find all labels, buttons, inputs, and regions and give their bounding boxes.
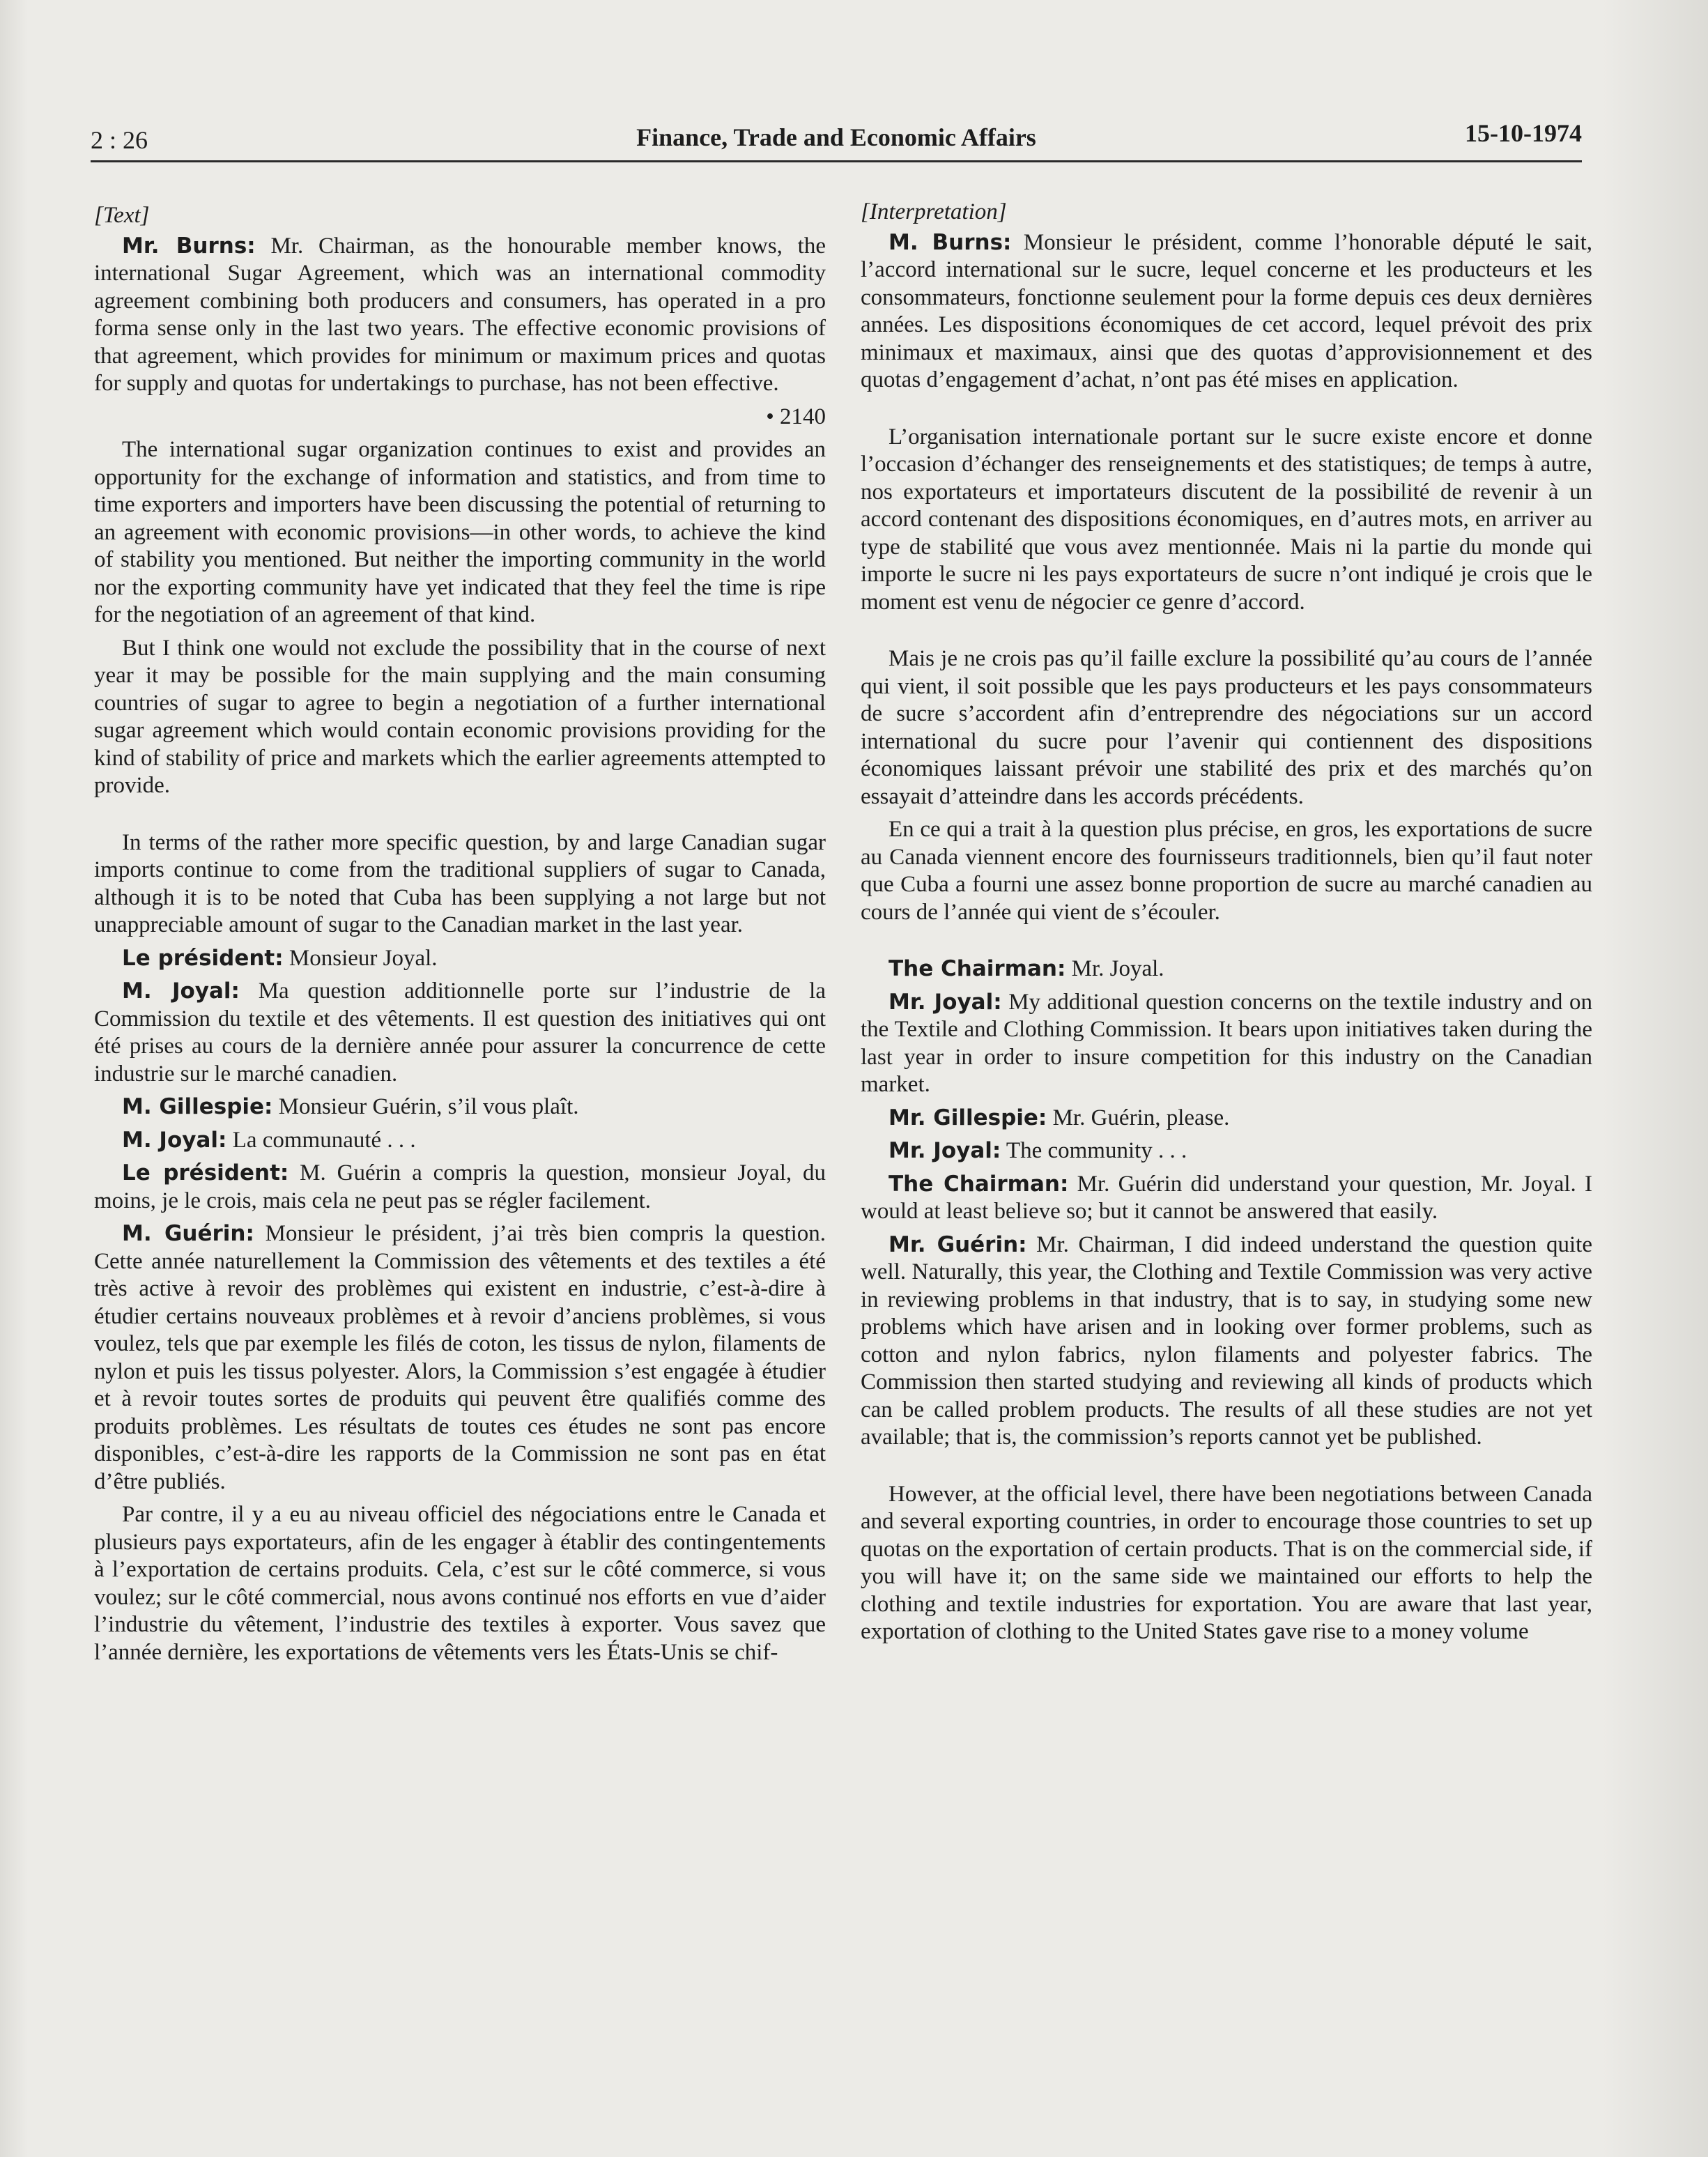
paragraph: Mais je ne crois pas qu’il faille exclure la possibilité qu’au cours de l’année qui vient, il soit possible que les pays producteurs et les pays consommateurs de sucre s’accordent afin d’entreprendre des négociations sur un accord international du sucre pour l’avenir qui contiennent des dispositions économiques laissant prévoir une stabilité des prix et des marchés qu’on essayait d’atteindre dans les accords précédents. — [861, 646, 1592, 809]
paragraph — [94, 1160, 826, 1215]
paragraph — [94, 945, 826, 973]
speech-text: Monsieur le président, j’ai très bien compris la question. Cette année naturellement la Commission des vêtements et des textiles a été très active à revoir des problèmes qui existent en industrie, c’est-à-dire à étudier certains nouveaux problèmes et à revoir d’anciens problèmes, si vous voulez, tels que par exemple les filés de coton, les tissus de nylon, filaments de nylon et puis les tissus polyester. Alors, la Commission s’est engagée à étudier et à revoir toutes sortes de produits qui peuvent être qualifiés comme des produits problèmes. Les résultats de toutes ces études ne sont pas encore disponibles, c’est-à-dire les rapports de la Commission ne sont pas en état d’être publiés. — [94, 1221, 826, 1494]
page-header — [91, 112, 1582, 162]
speech-text: The community . . . — [1001, 1138, 1187, 1163]
paragraph — [861, 989, 1592, 1099]
left-column-english-text — [94, 202, 826, 1672]
speaker-name: M. Gillespie: — [122, 1094, 273, 1119]
paragraph: En ce qui a trait à la question plus précise, en gros, les exportations de sucre au Canada viennent encore des fournisseurs traditionnels, bien qu’il faut noter que Cuba a fourni une assez bonne proportion de sucre au marché canadien au cours de l’année qui vient de s’écouler. — [861, 817, 1592, 925]
paragraph: L’organisation internationale portant sur le sucre existe encore et donne l’occasion d’échanger des renseignements et des statistiques; de temps à autre, nos exportateurs et importateurs discutent de la possibilité de revenir à un accord contenant des dispositions économiques, en d’autres mots, en arriver au type de stabilité que vous avez mentionnée. Mais ni la partie du monde qui importe le sucre ni les pays exportateurs de sucre n’ont indiqué je crois que le moment est venu de négocier ce genre d’accord. — [861, 424, 1592, 615]
section-label: [Text] — [94, 203, 150, 228]
paragraph — [94, 1093, 826, 1121]
speech-text: Monsieur Joyal. — [283, 945, 438, 971]
speech-text: La communauté . . . — [226, 1127, 416, 1153]
speaker-name: Le président: — [122, 945, 284, 971]
time-marker: • 2140 — [766, 404, 826, 429]
paragraph — [94, 233, 826, 398]
paragraph: In terms of the rather more specific question, by and large Canadian sugar imports continue to come from the traditional suppliers of sugar to Canada, although it is to be noted that Cuba has been supplying a not large but not unappreciable amount of sugar to the Canadian market in the last year. — [94, 829, 826, 937]
paragraph — [861, 955, 1592, 983]
speech-text: Mr. Guérin did understand your question, Mr. Joyal. I would at least believe so; but it cannot be answered that easily. — [861, 1171, 1592, 1224]
speech-text: Mr. Joyal. — [1065, 956, 1164, 981]
paragraph — [94, 1220, 826, 1496]
speaker-name: Le président: — [122, 1160, 289, 1185]
paragraph: Par contre, il y a eu au niveau officiel des négociations entre le Canada et plusieurs pays exportateurs, afin de les engager à établir des contingentements à l’exportation de certains produits. Cela, c’est sur le côté commerce, si vous voulez; sur le côté commercial, nous avons continué nos efforts en vue d’aider l’industrie du vêtement, l’industrie des textiles à exporter. Vous savez que l’année dernière, les exportations de vêtements vers les États-Unis se chif- — [94, 1502, 826, 1665]
speech-text: Mr. Chairman, as the honourable member knows, the international Sugar Agreement, which was an international commodity agreement combining both producers and consumers, has operated in a pro forma sense only in the last two years. The effective economic provisions of that agreement, which provides for minimum or maximum prices and quotas for supply and quotas for undertakings to purchase, has not been effective. — [94, 233, 826, 396]
paragraph — [861, 1171, 1592, 1226]
paragraph — [861, 1105, 1592, 1133]
paragraph: But I think one would not exclude the possibility that in the course of next year it may be possible for the main supplying and the main consuming countries of sugar to agree to begin a negotiation of a further international sugar agreement which would contain economic provisions providing for the kind of stability of price and markets which the earlier agreements attempted to provide. — [94, 635, 826, 798]
paragraph — [861, 229, 1592, 394]
speaker-name: Mr. Guérin: — [888, 1231, 1027, 1257]
speech-text: Monsieur Guérin, s’il vous plaît. — [272, 1094, 579, 1119]
speech-text: My additional question concerns on the textile industry and on the Textile and Clothing Commission. It bears upon initiatives taken during the last year in order to insure competition for this industry on the Canadian market. — [861, 989, 1592, 1097]
section-label: [Interpretation] — [861, 199, 1007, 224]
speaker-name: The Chairman: — [888, 956, 1066, 981]
speech-text: Monsieur le président, comme l’honorable député le sait, l’accord international sur le sucre, lequel concerne et les producteurs et les consommateurs, fonctionne seulement pour la forme depuis ces deux dernières années. Les dispositions économiques de cet accord, lequel prévoit des prix minimaux et maximaux, ainsi que des quotas d’approvisionnement et des quotas d’engagement d’achat, n’ont pas été mises en application. — [861, 229, 1592, 392]
speaker-name: Mr. Gillespie: — [888, 1105, 1047, 1130]
speaker-name: Mr. Joyal: — [888, 1138, 1001, 1163]
speech-text: M. Guérin a compris la question, monsieur Joyal, du moins, je le crois, mais cela ne peut pas se régler facilement. — [94, 1160, 826, 1213]
speaker-name: M. Burns: — [888, 229, 1012, 255]
speaker-name: M. Joyal: — [122, 978, 240, 1004]
page-number: 2 : 26 — [91, 126, 148, 154]
paragraph: However, at the official level, there have been negotiations between Canada and several exporting countries, in order to encourage those countries to set up quotas on the exportation of certain products. That is on the commercial side, if you will have it; on the same side we maintained our efforts to help the clothing and textile industries for exportation. You are aware that last year, exportation of clothing to the United States gave rise to a money volume — [861, 1481, 1592, 1644]
speech-text: Ma question additionnelle porte sur l’industrie de la Commission du textile et des vêtements. Il est question des initiatives qui ont été prises au cours de la dernière année pour assurer la concurrence de cette industrie sur le marché canadien. — [94, 978, 826, 1087]
speaker-name: Mr. Joyal: — [888, 989, 1002, 1015]
paragraph — [861, 1231, 1592, 1452]
speaker-name: M. Guérin: — [122, 1221, 254, 1246]
page-title: Finance, Trade and Economic Affairs — [636, 123, 1036, 151]
right-column-interpretation — [861, 199, 1592, 1652]
speech-text: Mr. Guérin, please. — [1047, 1105, 1230, 1130]
page-date: 15-10-1974 — [1465, 119, 1582, 147]
paragraph: The international sugar organization continues to exist and provides an opportunity for the exchange of information and statistics, and from time to time exporters and importers have been discussing the potential of returning to an agreement with economic provisions—in other words, to achieve the kind of stability you mentioned. But neither the importing community in the world nor the exporting community have yet indicated that they feel the time is ripe for the negotiation of an agreement of that kind. — [94, 437, 826, 627]
speaker-name: The Chairman: — [888, 1171, 1069, 1197]
paragraph — [94, 1127, 826, 1155]
speech-text: Mr. Chairman, I did indeed understand the question quite well. Naturally, this year, the Clothing and Textile Commission was very active in reviewing problems in that industry, that is to say, in studying some new problems which have arisen and in looking over former problems, such as cotton and nylon fabrics, nylon filaments and polyester fabrics. The Commission then started studying and reviewing all kinds of products which can be called problem products. The results of all these studies are not yet available; that is, the commission’s reports cannot yet be published. — [861, 1231, 1592, 1450]
speaker-name: Mr. Burns: — [122, 233, 256, 259]
paragraph — [861, 1137, 1592, 1165]
speaker-name: M. Joyal: — [122, 1127, 227, 1153]
paragraph — [94, 978, 826, 1088]
